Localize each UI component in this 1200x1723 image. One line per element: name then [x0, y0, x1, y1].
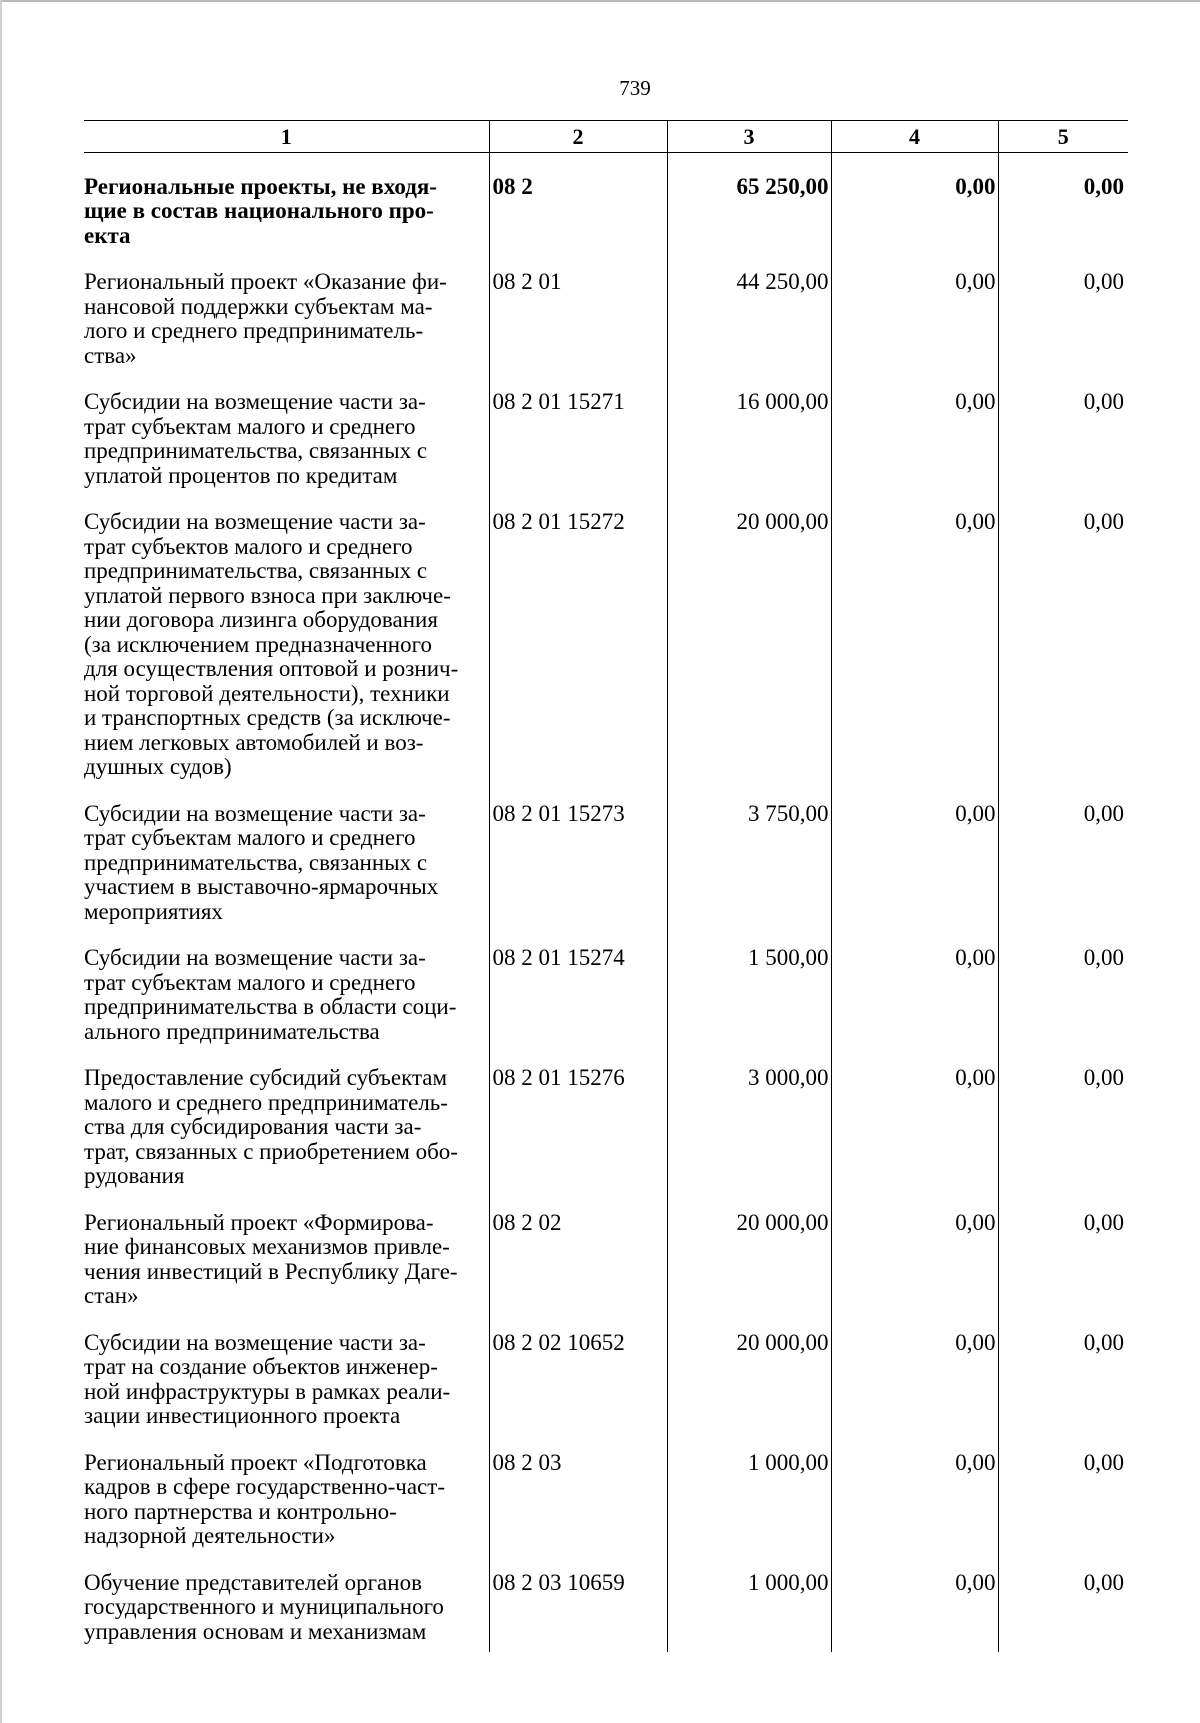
row-code: 08 2 03	[489, 1451, 667, 1571]
row-name-cell	[84, 802, 489, 947]
row-code: 08 2	[489, 152, 667, 270]
row-name	[84, 510, 485, 780]
column-header-2: 2	[489, 121, 667, 153]
scan-border-top	[0, 0, 1200, 2]
row-name-cell	[84, 1211, 489, 1331]
row-amount-col3: 3 000,00	[667, 1066, 831, 1211]
row-amount-col4: 0,00	[831, 1211, 998, 1331]
row-name	[84, 802, 485, 925]
row-amount-col4: 0,00	[831, 1571, 998, 1653]
row-name-cell	[84, 152, 489, 270]
row-name-line: ства»	[84, 342, 137, 368]
row-amount-col3: 1 500,00	[667, 946, 831, 1066]
table-row	[84, 152, 1128, 270]
row-amount-col3: 16 000,00	[667, 390, 831, 510]
row-amount-col5: 0,00	[998, 152, 1128, 270]
row-code: 08 2 01 15271	[489, 390, 667, 510]
table-row	[84, 390, 1128, 510]
table-header	[84, 121, 1128, 153]
row-amount-col3: 1 000,00	[667, 1571, 831, 1653]
row-amount-col3: 20 000,00	[667, 1211, 831, 1331]
row-name-cell	[84, 270, 489, 390]
scan-border-left	[0, 0, 2, 1723]
row-amount-col5: 0,00	[998, 1211, 1128, 1331]
row-name	[84, 1451, 485, 1549]
table-row	[84, 1066, 1128, 1211]
row-name-cell	[84, 390, 489, 510]
row-amount-col3: 1 000,00	[667, 1451, 831, 1571]
column-header-3: 3	[667, 121, 831, 153]
row-name-line: Субсидии на возмещение части за-	[84, 945, 426, 970]
row-amount-col4: 0,00	[831, 1451, 998, 1571]
row-name-line: (за исключением предназначенного	[84, 631, 432, 657]
row-code: 08 2 01 15272	[489, 510, 667, 802]
row-name-line: мероприятиях	[84, 898, 223, 924]
row-name-line: Субсидии на возмещение части за-	[84, 389, 426, 414]
table-row	[84, 270, 1128, 390]
row-amount-col4: 0,00	[831, 270, 998, 390]
row-code: 08 2 01 15276	[489, 1066, 667, 1211]
row-name-line: трат субъектам малого и среднего	[84, 413, 416, 439]
row-name-line: уплатой процентов по кредитам	[84, 462, 398, 488]
budget-table	[84, 120, 1128, 1652]
row-name-line: чения инвестиций в Республику Даге-	[84, 1258, 458, 1284]
row-name-line: стан»	[84, 1283, 139, 1308]
table-row	[84, 946, 1128, 1066]
table-row	[84, 1571, 1128, 1653]
row-name	[84, 390, 485, 488]
row-name	[84, 1211, 485, 1309]
row-name-line: нансовой поддержки субъектам ма-	[84, 293, 433, 319]
row-amount-col4: 0,00	[831, 946, 998, 1066]
header-row	[84, 121, 1128, 153]
table-row	[84, 1211, 1128, 1331]
row-name-line: зации инвестиционного проекта	[84, 1403, 401, 1428]
row-name-line: ства для субсидирования части за-	[84, 1114, 422, 1139]
row-amount-col5: 0,00	[998, 390, 1128, 510]
row-amount-col3: 20 000,00	[667, 1331, 831, 1451]
row-name-line: Региональные проекты, не входя-	[84, 173, 437, 199]
row-name	[84, 175, 485, 249]
row-name-line: душных судов)	[84, 754, 232, 779]
row-code: 08 2 01 15274	[489, 946, 667, 1066]
row-name-line: Субсидии на возмещение части за-	[84, 800, 426, 826]
row-amount-col5: 0,00	[998, 1066, 1128, 1211]
row-code: 08 2 01	[489, 270, 667, 390]
row-amount-col5: 0,00	[998, 1571, 1128, 1653]
row-name-cell	[84, 1331, 489, 1451]
row-name-line: уплатой первого взноса при заключе-	[84, 582, 451, 608]
row-name-line: рудования	[84, 1163, 185, 1188]
table-row	[84, 510, 1128, 802]
row-name-line: малого и среднего предприниматель-	[84, 1089, 448, 1115]
row-name-line: Региональный проект «Формирова-	[84, 1209, 434, 1235]
row-name-line: Субсидии на возмещение части за-	[84, 1329, 426, 1355]
row-amount-col4: 0,00	[831, 152, 998, 270]
row-name-cell	[84, 1571, 489, 1653]
row-amount-col5: 0,00	[998, 802, 1128, 947]
row-name-line: трат субъектов малого и среднего	[84, 533, 413, 559]
row-name-line: трат субъектам малого и среднего	[84, 969, 416, 995]
row-name-line: трат на создание объектов инженер-	[84, 1354, 438, 1379]
row-name-line: для осуществления оптовой и рознич-	[84, 656, 459, 681]
row-amount-col5: 0,00	[998, 510, 1128, 802]
row-name-line: нием легковых автомобилей и воз-	[84, 729, 424, 755]
row-amount-col3: 3 750,00	[667, 802, 831, 947]
row-name-cell	[84, 1451, 489, 1571]
row-name-line: трат субъектам малого и среднего	[84, 825, 416, 850]
row-name-line: щие в состав национального про-	[84, 198, 434, 223]
row-name	[84, 1571, 485, 1645]
row-name-line: Предоставление субсидий субъектам	[84, 1065, 448, 1090]
row-name-line: ние финансовых механизмов привле-	[84, 1234, 450, 1259]
row-amount-col5: 0,00	[998, 270, 1128, 390]
row-name-line: Региональный проект «Подготовка	[84, 1449, 427, 1475]
page-number: 739	[619, 76, 651, 100]
row-name-line: екта	[84, 222, 131, 248]
row-name	[84, 270, 485, 368]
row-amount-col4: 0,00	[831, 1066, 998, 1211]
row-name-line: ного партнерства и контрольно-	[84, 1498, 397, 1524]
row-name-line: государственного и муниципального	[84, 1594, 444, 1619]
row-name-line: нии договора лизинга оборудования	[84, 607, 438, 632]
row-name-line: лого и среднего предприниматель-	[84, 318, 424, 343]
row-name	[84, 1066, 485, 1189]
row-name-line: и транспортных средств (за исключе-	[84, 705, 451, 730]
row-name-line: Субсидии на возмещение части за-	[84, 509, 426, 534]
column-header-5: 5	[998, 121, 1128, 153]
row-name-cell	[84, 946, 489, 1066]
row-name-line: ального предпринимательства	[84, 1018, 380, 1044]
table-row	[84, 1331, 1128, 1451]
row-name-line: предпринимательства, связанных с	[84, 438, 428, 463]
row-name-line: Региональный проект «Оказание фи-	[84, 269, 447, 294]
row-code: 08 2 01 15273	[489, 802, 667, 947]
row-name-cell	[84, 1066, 489, 1211]
row-amount-col3: 44 250,00	[667, 270, 831, 390]
row-name-line: предпринимательства, связанных с	[84, 849, 428, 875]
row-amount-col3: 20 000,00	[667, 510, 831, 802]
table-row	[84, 802, 1128, 947]
row-code: 08 2 02	[489, 1211, 667, 1331]
row-name-line: кадров в сфере государственно-част-	[84, 1474, 445, 1499]
row-amount-col4: 0,00	[831, 802, 998, 947]
row-name-line: предпринимательства, связанных с	[84, 558, 428, 583]
row-amount-col5: 0,00	[998, 1331, 1128, 1451]
column-header-1: 1	[84, 121, 489, 153]
row-amount-col5: 0,00	[998, 946, 1128, 1066]
row-amount-col4: 0,00	[831, 390, 998, 510]
row-name-line: ной торговой деятельности), техники	[84, 680, 450, 706]
row-amount-col4: 0,00	[831, 1331, 998, 1451]
row-code: 08 2 02 10652	[489, 1331, 667, 1451]
table-body	[84, 152, 1128, 1652]
row-name-line: Обучение представителей органов	[84, 1569, 422, 1595]
row-name-line: участием в выставочно-ярмарочных	[84, 874, 439, 899]
row-name-line: надзорной деятельности»	[84, 1523, 336, 1548]
row-name-line: предпринимательства в области соци-	[84, 994, 457, 1019]
row-name	[84, 1331, 485, 1429]
row-name-line: трат, связанных с приобретением обо-	[84, 1138, 458, 1164]
row-name-line: управления основам и механизмам	[84, 1618, 427, 1644]
row-name-cell	[84, 510, 489, 802]
row-amount-col5: 0,00	[998, 1451, 1128, 1571]
row-amount-col3: 65 250,00	[667, 152, 831, 270]
column-header-4: 4	[831, 121, 998, 153]
table-row	[84, 1451, 1128, 1571]
row-name	[84, 946, 485, 1044]
row-code: 08 2 03 10659	[489, 1571, 667, 1653]
row-name-line: ной инфраструктуры в рамках реали-	[84, 1378, 451, 1404]
row-amount-col4: 0,00	[831, 510, 998, 802]
